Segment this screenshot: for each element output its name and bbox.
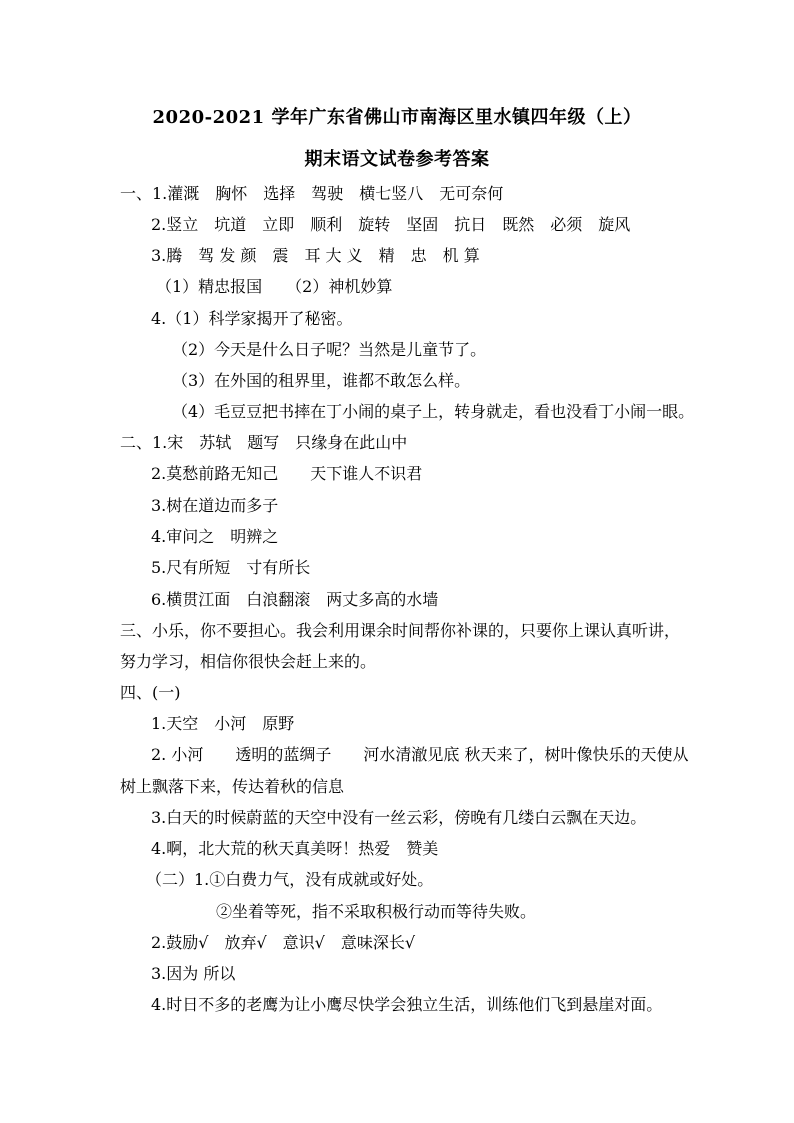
answer-line: 3.白天的时候蔚蓝的天空中没有一丝云彩，傍晚有几缕白云飘在天边。 bbox=[151, 808, 647, 827]
answer-line: 4.审问之 明辨之 bbox=[151, 527, 279, 546]
answer-line: （3）在外国的租界里，谁都不敢怎么样。 bbox=[172, 371, 471, 390]
answer-line: 5.尺有所短 寸有所长 bbox=[151, 558, 311, 577]
answer-line: （4）毛豆豆把书摔在丁小闹的桌子上，转身就走，看也没看丁小闹一眼。 bbox=[172, 402, 695, 421]
answer-line: 3.因为 所以 bbox=[151, 964, 236, 983]
answer-line: （2）今天是什么日子呢？当然是儿童节了。 bbox=[172, 340, 487, 359]
answer-line: 4.时日不多的老鹰为让小鹰尽快学会独立生活，训练他们飞到悬崖对面。 bbox=[151, 995, 663, 1014]
answer-line: （1）精忠报国 （2）神机妙算 bbox=[156, 277, 393, 296]
answer-line: 4.（1）科学家揭开了秘密。 bbox=[151, 309, 353, 328]
answer-line: （二）1.①白费力气，没有成就或好处。 bbox=[146, 870, 434, 889]
answer-line: 树上飘落下来，传达着秋的信息 bbox=[120, 777, 345, 796]
answer-line: 3.腾 驾 发 颜 震 耳 大 义 精 忠 机 算 bbox=[151, 246, 480, 265]
answer-line: 一、1.灌溉 胸怀 选择 驾驶 横七竖八 无可奈何 bbox=[120, 184, 504, 203]
answer-line: 努力学习，相信你很快会赶上来的。 bbox=[120, 652, 377, 671]
title-line-1: 2020-2021 学年广东省佛山市南海区里水镇四年级（上） bbox=[152, 107, 642, 128]
answer-line: 2.鼓励√ 放弃√ 意识√ 意味深长√ bbox=[151, 933, 416, 952]
answer-line: 6.横贯江面 白浪翻滚 两丈多高的水墙 bbox=[151, 590, 439, 609]
answer-line: 三、小乐，你不要担心。我会利用课余时间帮你补课的，只要你上课认真听讲， bbox=[120, 621, 681, 640]
answer-line: 4.啊，北大荒的秋天真美呀！热爱 赞美 bbox=[151, 839, 439, 858]
answer-line: ②坐着等死，指不采取积极行动而等待失败。 bbox=[216, 902, 537, 921]
answer-line: 二、1.宋 苏轼 题写 只缘身在此山中 bbox=[120, 433, 408, 452]
answer-line: 2.竖立 坑道 立即 顺利 旋转 坚固 抗日 既然 必须 旋风 bbox=[151, 215, 631, 234]
answer-line: 2.莫愁前路无知己 天下谁人不识君 bbox=[151, 464, 423, 483]
answer-line: 1.天空 小河 原野 bbox=[151, 714, 295, 733]
answer-line: 2. 小河 透明的蓝绸子 河水清澈见底 秋天来了，树叶像快乐的天使从 bbox=[151, 745, 689, 764]
answer-line: 四、(一) bbox=[120, 683, 181, 702]
answer-line: 3.树在道边而多子 bbox=[151, 496, 279, 515]
title-line-2: 期末语文试卷参考答案 bbox=[304, 149, 490, 170]
